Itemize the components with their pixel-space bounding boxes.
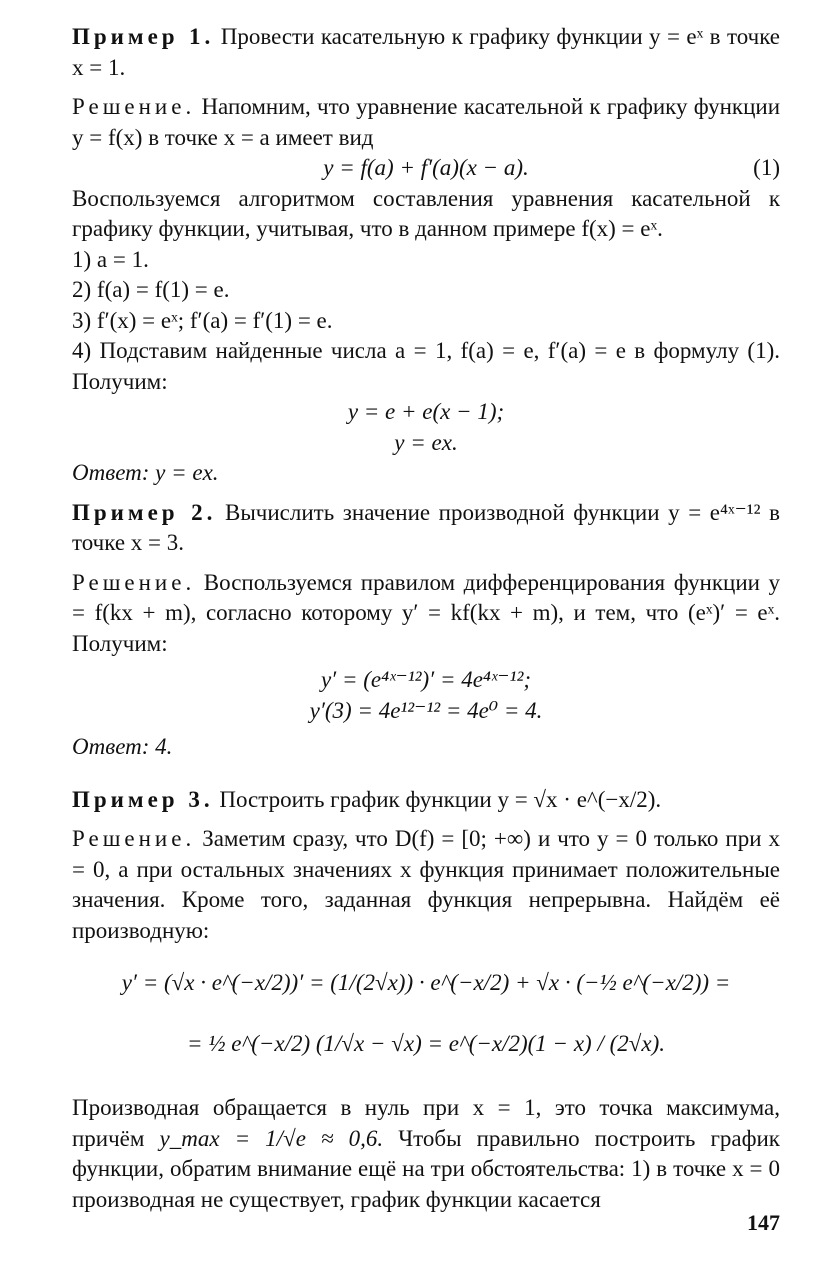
ex1-step-2: 2) f(a) = f(1) = e. [72,277,230,302]
ex1-algorithm-text: Воспользуемся алгоритмом составления уравнения касательной к графику функции, учитывая, что в данном примере f(x) = eˣ. [72,185,780,241]
ex1-title: Пример 1. [72,24,215,49]
ex3-text-after-b: Чтобы правильно построить график функции, обратим внимание ещё на три обстоятельства: 1) в точке x = 0 производная не существует, график функции касается [72,1125,780,1212]
ex2-answer: Ответ: 4. [72,734,173,759]
page-number: 147 [747,1209,780,1235]
ex3-ymax: y_max = 1/√e ≈ 0,6. [159,1125,384,1151]
ex1-formula-number: (1) [753,155,780,180]
ex1-solution [72,92,780,153]
ex3-text-after-a: Производная обращается в нуль при x = 1, это точка максимума, причём [72,1095,780,1151]
ex2-statement-text: Вычислить значение производной функции y = e⁴ˣ⁻¹² в точке x = 3. [72,499,780,555]
ex3-title: Пример 3. [72,786,214,812]
ex3-derivative-line-2: = ½ e^(−x/2) (1/√x − √x) = e^(−x/2)(1 − x) / (2√x). [187,1030,665,1056]
ex1-solution-label: Решение. [72,94,196,119]
ex3-maximum-text [72,1093,780,1215]
ex3-statement [72,785,780,816]
ex3-solution [72,824,780,946]
ex1-solution-text: Напомним, что уравнение касательной к графику функции y = f(x) в точке x = a имеет вид [72,94,781,150]
ex3-solution-label: Решение. [72,826,196,851]
ex1-answer: Ответ: y = ex. [72,460,219,485]
ex1-result-2: y = ex. [394,429,458,455]
ex2-statement [72,498,780,559]
ex2-calc-2: y′(3) = 4e¹²⁻¹² = 4e⁰ = 4. [309,697,543,723]
ex3-derivative-line-1: y′ = (√x · e^(−x/2))′ = (1/(2√x)) · e^(−x/2) + √x · (−½ e^(−x/2)) = [121,970,731,995]
ex1-result-1: y = e + e(x − 1); [347,399,505,424]
ex1-statement [72,22,780,83]
ex2-title: Пример 2. [72,499,217,525]
ex2-solution-text: Воспользуемся правилом дифференцирования функции y = f(kx + m), согласно которому y′ = kf(kx + m), и тем, что (eˣ)′ = eˣ. Получим: [72,569,781,656]
ex1-tangent-formula [72,153,780,184]
ex1-step-1: 1) a = 1. [72,246,149,272]
ex1-step-3: 3) f′(x) = eˣ; f′(a) = f′(1) = e. [72,307,333,333]
ex1-formula-text: y = f(a) + f′(a)(x − a). [323,155,529,180]
ex2-solution-label: Решение. [72,569,196,595]
ex2-solution [72,568,780,660]
ex3-statement-text: Построить график функции y = √x · e^(−x/2). [219,786,662,812]
ex1-step-4: 4) Подставим найденные числа a = 1, f(a) = e, f′(a) = e в формулу (1). Получим: [72,338,780,394]
ex3-solution-text: Заметим сразу, что D(f) = [0; +∞) и что y = 0 только при x = 0, а при остальных значениях x функция принимает положительные значения. Кроме того, заданная функция непрерывна. Найдём её производную: [72,826,780,943]
ex1-statement-text: Провести касательную к графику функции y = eˣ в точке x = 1. [72,24,781,80]
ex2-calc-1: y′ = (e⁴ˣ⁻¹²)′ = 4e⁴ˣ⁻¹²; [320,667,532,692]
